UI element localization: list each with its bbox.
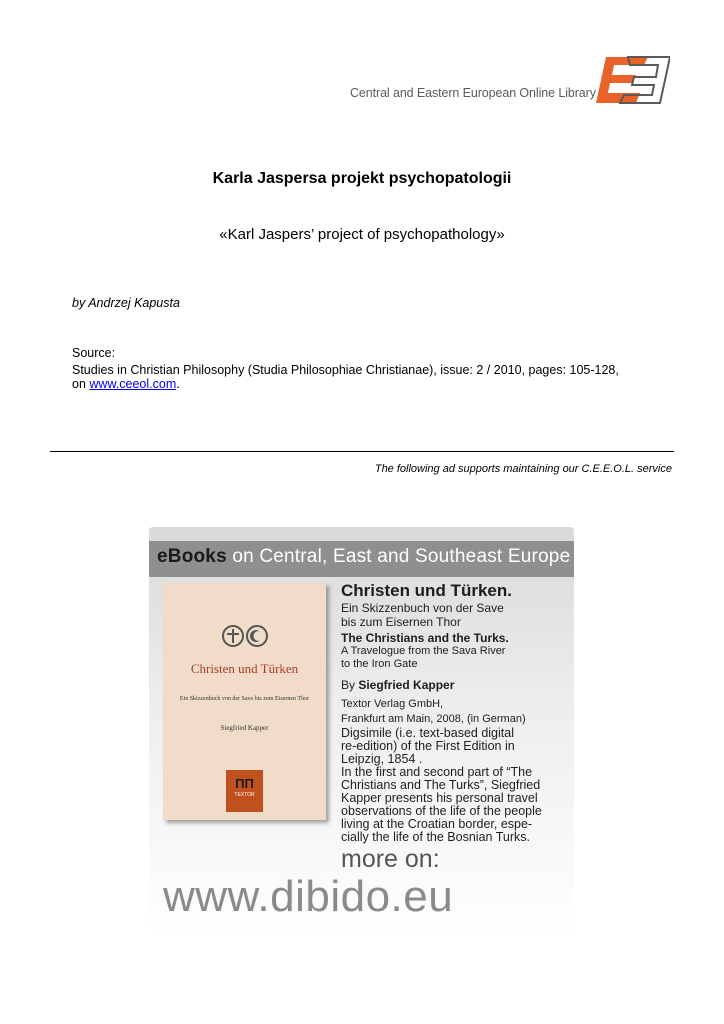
ad-header-rest: on Central, East and Southeast Europe xyxy=(226,546,571,567)
textor-logo xyxy=(226,770,263,812)
ad-desc-line: Digsimile (i.e. text-based digital xyxy=(341,726,514,740)
ad-header-strip xyxy=(149,541,574,577)
article-subtitle: «Karl Jaspers’ project of psychopathology» xyxy=(219,226,505,243)
book-cover-author: Siegfried Kapper xyxy=(220,724,269,732)
source-on: on xyxy=(72,377,90,391)
ad-desc-line: Leipzig, 1854 . xyxy=(341,752,423,766)
ad-subtitle-de xyxy=(341,601,504,629)
textor-mark-icon: ΠΠ xyxy=(235,776,254,791)
ad-desc-line: living at the Croatian border, espe- xyxy=(341,817,533,831)
source-period: . xyxy=(176,377,180,391)
ad-description xyxy=(341,727,542,844)
ad-header-text xyxy=(157,546,570,568)
ad-publisher-line: Textor Verlag GmbH, xyxy=(341,698,444,710)
ad-title-de: Christen und Türken. xyxy=(341,581,512,600)
ad-title-en: The Christians and the Turks. xyxy=(341,631,509,645)
ad-desc-line: Christians and The Turks”, Siegfried xyxy=(341,778,541,792)
ad-subtitle-en-line: to the Iron Gate xyxy=(341,658,418,670)
ad-desc-line: In the first and second part of “The xyxy=(341,765,533,779)
ad-desc-line: Kapper presents his personal travel xyxy=(341,791,538,805)
article-title: Karla Jaspersa projekt psychopatologii xyxy=(212,170,512,187)
ad-author xyxy=(341,678,454,692)
ad-header-bold: eBooks xyxy=(157,546,227,567)
book-cover-subtitle: Ein Skizzenbuch von der Save bis zum Eisernen Thor xyxy=(179,696,310,702)
ad-banner-image[interactable] xyxy=(149,527,574,936)
ad-by-prefix: By xyxy=(341,678,359,692)
ad-publisher-line: Frankfurt am Main, 2008, (in German) xyxy=(341,713,526,725)
source-citation: Studies in Christian Philosophy (Studia Philosophiae Christianae), issue: 2 / 2010, pages: 105-128, xyxy=(72,363,619,377)
ad-desc-line: re-edition) of the First Edition in xyxy=(341,739,515,753)
cross-crescent-emblem-icon xyxy=(219,623,271,649)
book-cover-title: Christen und Türken xyxy=(190,661,299,676)
source-text xyxy=(72,363,672,391)
book-cover xyxy=(163,583,326,820)
ad-desc-line: cially the life of the Bosnian Turks. xyxy=(341,830,530,844)
ceeol-logo-icon xyxy=(594,55,670,105)
ad-note: The following ad supports maintaining our C.E.E.O.L. service xyxy=(374,463,672,475)
textor-name: TEXTOR xyxy=(234,792,255,798)
source-label: Source: xyxy=(72,346,116,360)
ad-subtitle-de-line: bis zum Eisernen Thor xyxy=(341,615,461,629)
library-name: Central and Eastern European Online Library xyxy=(350,86,596,100)
ad-subtitle-en xyxy=(341,645,505,671)
ad-more-on: more on: xyxy=(341,845,440,873)
ad-subtitle-de-line: Ein Skizzenbuch von der Save xyxy=(341,601,504,615)
ad-publisher xyxy=(341,697,526,727)
article-author: by Andrzej Kapusta xyxy=(72,296,180,310)
ad-by-name: Siegfried Kapper xyxy=(358,678,455,692)
ad-subtitle-en-line: A Travelogue from the Sava River xyxy=(341,645,506,657)
ad-url[interactable]: www.dibido.eu xyxy=(163,872,454,921)
ceeol-link[interactable]: www.ceeol.com xyxy=(89,377,177,391)
ad-desc-line: observations of the life of the people xyxy=(341,804,542,818)
divider xyxy=(50,451,674,452)
